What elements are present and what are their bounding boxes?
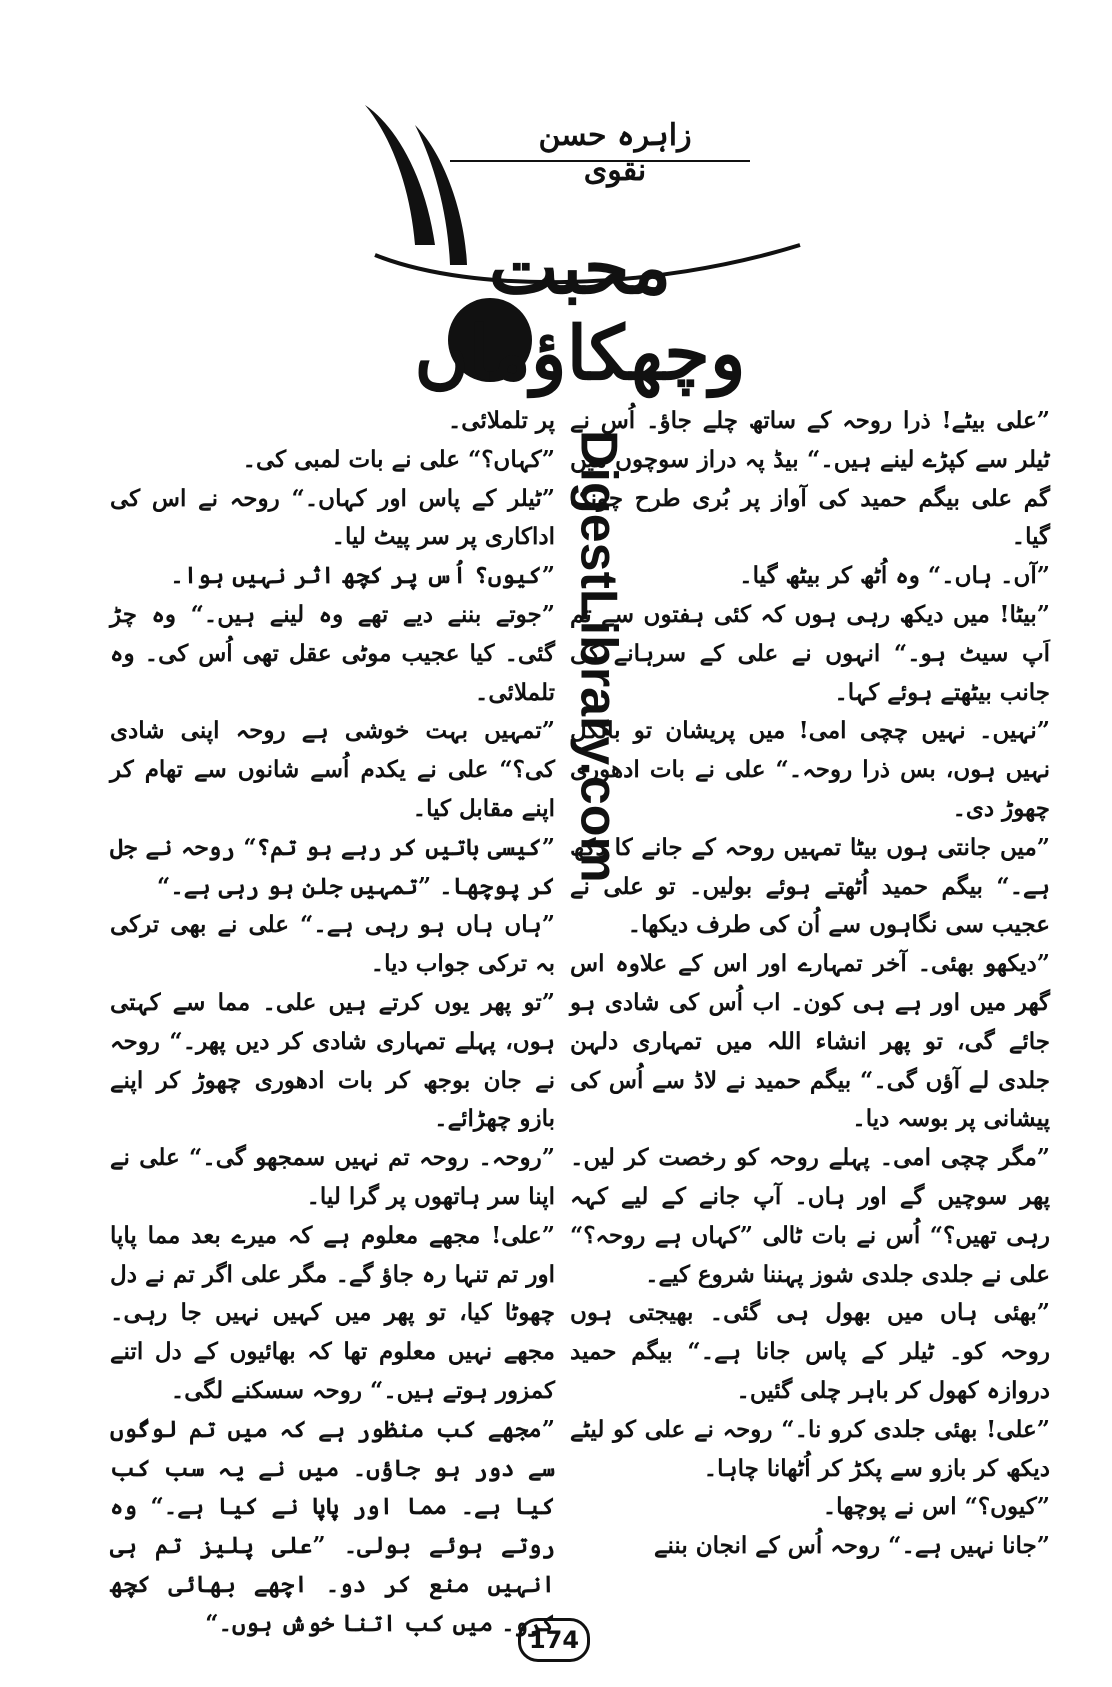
text-column-right: [570, 402, 1050, 1687]
paragraph: ”بیٹا! میں دیکھ رہی ہوں کہ کئی ہفتوں سے تم اَپ سیٹ ہو۔“ انہوں نے علی کے سرہانے کی جانب بیٹھتے ہوئے کہا۔: [570, 600, 1050, 706]
paragraph: ”کیسی باتیں کر رہے ہو تم؟“ روحہ نے جل کر پوچھا۔ ”تمہیں جلن ہو رہی ہے۔“: [110, 833, 555, 900]
paragraph: ”تو پھر یوں کرتے ہیں علی۔ مما سے کہتی ہوں، پہلے تمہاری شادی کر دیں پھر۔“ روحہ نے جان بوجھ کر بات ادھوری چھوڑ کر اپنے بازو چھڑائے۔: [110, 988, 555, 1133]
paragraph: ”ہاں ہاں ہو رہی ہے۔“ علی نے بھی ترکی بہ ترکی جواب دیا۔: [110, 911, 555, 978]
paragraph: ”بھئی ہاں میں بھول ہی گئی۔ بھیجتی ہوں روحہ کو۔ ٹیلر کے پاس جانا ہے۔“ بیگم حمید دروازہ کھول کر باہر چلی گئیں۔: [570, 1299, 1050, 1404]
story-title: محبت وچھکاؤماں: [414, 225, 746, 397]
paragraph: ”دیکھو بھئی۔ آخر تمہارے اور اس کے علاوہ اس گھر میں اور ہے ہی کون۔ اب اُس کی شادی ہو جائے گی، تو پھر انشاء اللہ میں تمہاری دلہن جلدی لے آؤں گی۔“ بیگم حمید نے لاڈ سے اُس کی پیشانی پر بوسہ دیا۔: [570, 950, 1050, 1133]
paragraph: ”روحہ۔ روحہ تم نہیں سمجھو گی۔“ علی نے اپنا سر ہاتھوں پر گرا لیا۔: [110, 1144, 555, 1210]
paragraph: پر تلملائی۔: [447, 407, 555, 434]
paragraph: ”علی بیٹے! ذرا روحہ کے ساتھ چلے جاؤ۔ اُس نے ٹیلر سے کپڑے لینے ہیں۔“ بیڈ پہ دراز سوچوں میں گم علی بیگم حمید کی آواز پر بُری طرح چونک گیا۔: [570, 407, 1050, 551]
paragraph: ”آں۔ ہاں۔“ وہ اُٹھ کر بیٹھ گیا۔: [739, 562, 1050, 590]
author-name: زاہرہ حسن نقوی: [538, 118, 692, 188]
paragraph: ”کہاں؟“ علی نے بات لمبی کی۔: [242, 445, 555, 473]
paragraph: ”میں جانتی ہوں بیٹا تمہیں روحہ کے جانے کا دکھ ہے۔“ بیگم حمید اُٹھتے ہوئے بولیں۔ تو علی نے عجیب سی نگاہوں سے اُن کی طرف دیکھا۔: [570, 833, 1050, 939]
page-number: 174: [518, 1618, 590, 1662]
paragraph: ”کیوں؟ اُس پر کچھ اثر نہیں ہوا۔: [170, 562, 555, 590]
paragraph: ”علی! بھئی جلدی کرو نا۔“ روحہ نے علی کو لیٹے دیکھ کر بازو سے پکڑ کر اُٹھانا چاہا۔: [570, 1415, 1050, 1482]
watermark-text: DigestLibrary.com: [569, 430, 628, 883]
paragraph: ”نہیں۔ نہیں چچی امی! میں پریشان تو بالکل نہیں ہوں، بس ذرا روحہ۔“ علی نے بات ادھوری چھوڑ دی۔: [570, 717, 1050, 822]
paragraph: ”جانا نہیں ہے۔“ روحہ اُس کے انجان بننے: [654, 1532, 1050, 1560]
paragraph: ”ٹیلر کے پاس اور کہاں۔“ روحہ نے اس کی اداکاری پر سر پیٹ لیا۔: [110, 484, 555, 551]
paragraph: ”علی! مجھے معلوم ہے کہ میرے بعد مما پاپا اور تم تنہا رہ جاؤ گے۔ مگر علی اگر تم نے دل چھوٹا کیا، تو پھر میں کہیں نہیں جا رہی۔ مجھے نہیں معلوم تھا کہ بھائیوں کے دل اتنے کمزور ہوتے ہیں۔“ روحہ سسکنے لگی۔: [110, 1221, 555, 1404]
paragraph: ”مجھے کب منظور ہے کہ میں تم لوگوں سے دور ہو جاؤں۔ میں نے یہ سب کب کیا ہے۔ مما اور پاپا نے کیا ہے۔“ وہ روتے ہوئے بولی۔ ”علی پلیز تم ہی انہیں منع کر دو۔ اچھے بھائی کچھ کرو۔ میں کب اتنا خوش ہوں۔“: [110, 1415, 555, 1637]
text-column-left: [110, 402, 555, 1687]
paragraph: ”جوتے بننے دیے تھے وہ لینے ہیں۔“ وہ چڑ گئی۔ کیا عجیب موٹی عقل تھی اُس کی۔ وہ تلملائی۔: [110, 600, 555, 706]
paragraph: ”تمہیں بہت خوشی ہے روحہ اپنی شادی کی؟“ علی نے یکدم اُسے شانوں سے تھام کر اپنے مقابل کیا۔: [110, 717, 555, 822]
paragraph: ”مگر چچی امی۔ پہلے روحہ کو رخصت کر لیں۔ پھر سوچیں گے اور ہاں۔ آپ جانے کے لیے کہہ رہی تھیں؟“ اُس نے بات ٹالی ”کہاں ہے روحہ؟“ علی نے جلدی جلدی شوز پہننا شروع کیے۔: [570, 1144, 1050, 1288]
paragraph: ”کیوں؟“ اس نے پوچھا۔: [822, 1493, 1050, 1521]
